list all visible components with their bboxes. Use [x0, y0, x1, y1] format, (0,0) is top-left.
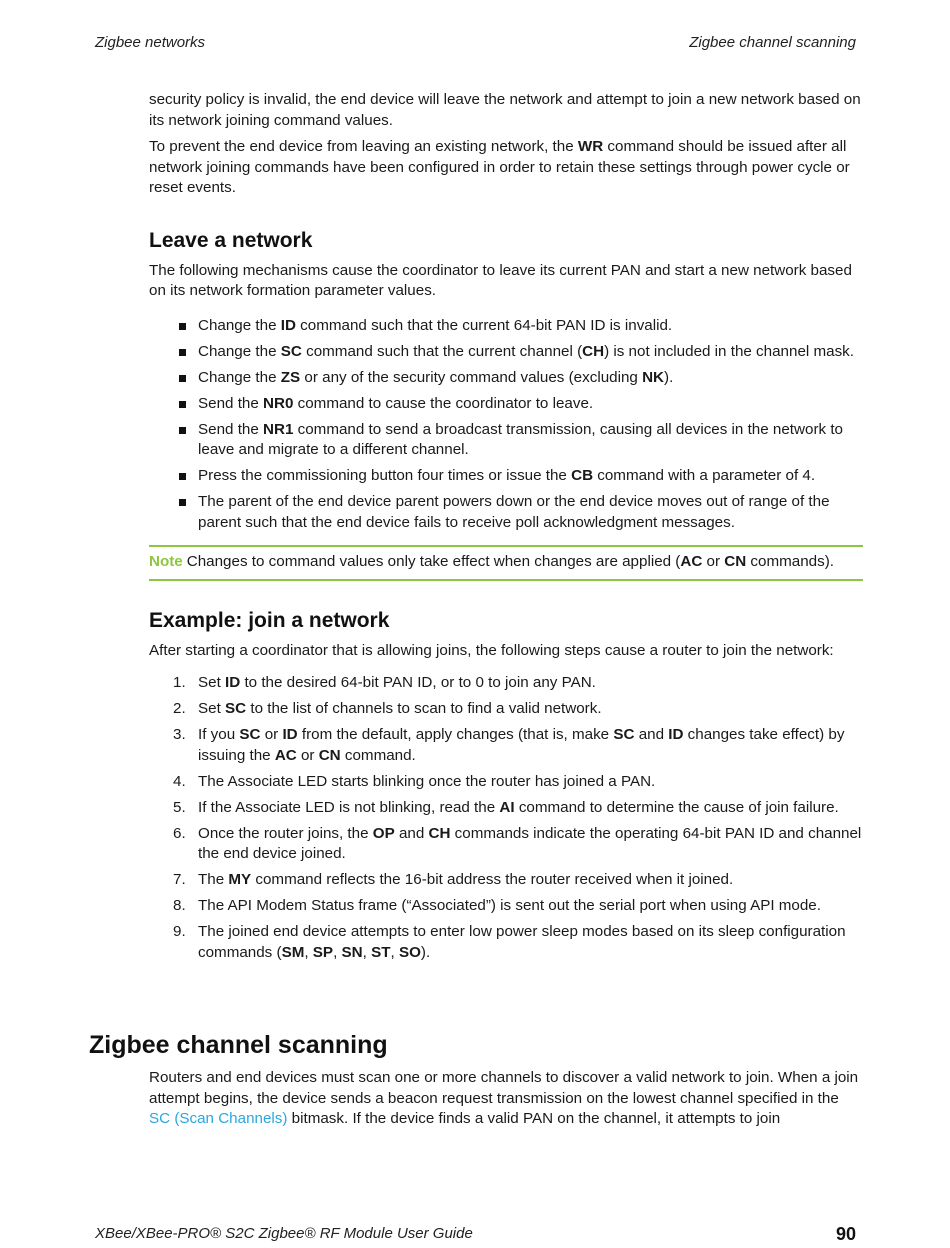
- command-name: NR1: [263, 420, 294, 438]
- command-name: SN: [341, 943, 363, 961]
- command-name: CB: [571, 467, 594, 484]
- example-intro: After starting a coordinator that is allowing joins, the following steps cause a router to join the network:: [149, 641, 834, 659]
- text-run: and: [394, 824, 429, 842]
- bullet-square-icon: [179, 323, 186, 330]
- step-item: [149, 772, 863, 793]
- command-name: SC: [239, 726, 261, 743]
- text-run: If you: [198, 726, 240, 743]
- bullet-item: [149, 466, 863, 487]
- leave-network-intro: The following mechanisms cause the coordinator to leave its current PAN and start a new network based on its network formation parameter values.: [149, 261, 852, 299]
- bullet-item: [149, 420, 863, 461]
- text-run: commands indicate the operating 64-bit PAN ID and channel the end device joined.: [198, 824, 862, 862]
- text-run: The Associate LED starts blinking once the router has joined a PAN.: [198, 772, 656, 790]
- text-run: The joined end device attempts to enter low power sleep modes based on its sleep configuration commands (: [198, 923, 846, 961]
- text-run: or: [296, 746, 319, 764]
- header-section: Zigbee channel scanning: [689, 34, 856, 51]
- text-run: ,: [362, 943, 372, 961]
- text-run: If the Associate LED is not blinking, read the: [198, 798, 500, 816]
- command-name: MY: [228, 871, 252, 888]
- command-name: SC: [613, 726, 635, 743]
- text-run: or: [260, 726, 283, 743]
- text-run: ) is not included in the channel mask.: [604, 342, 854, 360]
- example-steps-list: [149, 673, 863, 963]
- text-run: command.: [340, 746, 416, 764]
- leave-mechanisms-list: [149, 316, 863, 534]
- text-run: from the default, apply changes (that is, make: [297, 726, 614, 743]
- command-name: CN: [724, 553, 747, 570]
- section-title: Zigbee channel scanning: [89, 1031, 388, 1059]
- command-name: SC: [225, 700, 247, 717]
- text-run: The API Modem Status frame (“Associated”) is sent out the serial port when using API mode.: [198, 897, 821, 914]
- command-name: NK: [642, 368, 665, 386]
- text-run: changes take effect) by issuing the: [198, 726, 845, 764]
- step-number: 9.: [173, 923, 186, 940]
- command-name: ID: [225, 674, 241, 691]
- bullet-square-icon: [179, 499, 186, 506]
- text-run: Change the: [198, 316, 281, 334]
- command-name: AI: [499, 798, 515, 816]
- step-item: [149, 699, 863, 720]
- text-run: Changes to command values only take effect when changes are applied (: [186, 553, 681, 570]
- step-number: 4.: [173, 772, 186, 790]
- text-run: commands).: [746, 553, 834, 570]
- step-number: 5.: [173, 798, 186, 816]
- bullet-item: [149, 316, 863, 337]
- text-run: Change the: [198, 342, 281, 360]
- bullet-square-icon: [179, 349, 186, 356]
- footer-guide-title: XBee/XBee-PRO® S2C Zigbee® RF Module User Guide: [95, 1225, 473, 1242]
- text-run: ).: [664, 368, 674, 386]
- text-run: command reflects the 16-bit address the router received when it joined.: [251, 871, 734, 888]
- step-item: [149, 798, 863, 819]
- text-run: To prevent the end device from leaving an existing network, the: [149, 138, 578, 155]
- text-run: ,: [390, 943, 399, 961]
- note-label: Note: [149, 553, 183, 570]
- bullet-item: [149, 368, 863, 389]
- text-run: The parent of the end device parent powers down or the end device moves out of range of the parent such that the end device fails to receive poll acknowledgment messages.: [198, 493, 830, 531]
- text-run: or: [702, 553, 725, 570]
- command-name: ID: [280, 316, 296, 334]
- text-run: to the desired 64-bit PAN ID, or to 0 to join any PAN.: [240, 674, 596, 691]
- command-name: ST: [371, 943, 391, 961]
- bullet-item: [149, 342, 863, 363]
- intro-paragraph-1: security policy is invalid, the end device will leave the network and attempt to join a new network based on its network joining command values.: [149, 91, 861, 129]
- command-name: ZS: [280, 368, 301, 386]
- text-run: command to determine the cause of join failure.: [514, 798, 839, 816]
- bullet-square-icon: [179, 375, 186, 382]
- step-number: 8.: [173, 897, 186, 914]
- note-box: [149, 545, 863, 581]
- bullet-item: [149, 394, 863, 415]
- text-run: Send the: [198, 394, 264, 412]
- step-item: [149, 922, 863, 963]
- running-header: [95, 34, 856, 54]
- leave-network-heading: Leave a network: [149, 228, 313, 252]
- step-number: 3.: [173, 726, 186, 743]
- command-name: CH: [428, 824, 451, 842]
- command-name: SM: [281, 943, 305, 961]
- command-name: CN: [318, 746, 341, 764]
- text-run: and: [634, 726, 669, 743]
- command-name: CH: [582, 342, 605, 360]
- text-run: ).: [420, 943, 431, 961]
- scanning-paragraph: [149, 1068, 863, 1130]
- text-run: command such that the current 64-bit PAN ID is invalid.: [295, 316, 673, 334]
- command-name: SC: [280, 342, 302, 360]
- bullet-square-icon: [179, 473, 186, 480]
- step-number: 6.: [173, 824, 186, 842]
- step-item: [149, 870, 863, 891]
- scan-channels-link[interactable]: SC (Scan Channels): [149, 1110, 288, 1127]
- text-run: Press the commissioning button four times or issue the: [198, 467, 572, 484]
- step-number: 1.: [173, 674, 186, 691]
- intro-paragraph-2: [149, 137, 863, 199]
- command-name: ID: [668, 726, 684, 743]
- bullet-square-icon: [179, 427, 186, 434]
- bullet-item: [149, 492, 863, 533]
- step-item: [149, 725, 863, 766]
- text-run: command to cause the coordinator to leave.: [293, 394, 594, 412]
- text-run: The: [198, 871, 229, 888]
- command-name: AC: [680, 553, 703, 570]
- command-name: WR: [577, 138, 604, 155]
- text-run: Send the: [198, 420, 264, 438]
- step-number: 7.: [173, 871, 186, 888]
- example-heading: Example: join a network: [149, 608, 390, 632]
- step-item: [149, 896, 863, 917]
- text-run: command such that the current channel (: [301, 342, 583, 360]
- main-content: [149, 90, 863, 969]
- text-run: Change the: [198, 368, 281, 386]
- text-run: Set: [198, 700, 226, 717]
- text-run: command to send a broadcast transmission, causing all devices in the network to leave and migrate to a different channel.: [198, 420, 843, 458]
- note-text: [187, 553, 834, 570]
- text-run: or any of the security command values (excluding: [300, 368, 643, 386]
- command-name: NR0: [263, 394, 294, 412]
- page-footer: [95, 1225, 856, 1247]
- text-run: Once the router joins, the: [198, 824, 373, 842]
- text-run: Routers and end devices must scan one or more channels to discover a valid network to join. When a join attempt begins, the device sends a beacon request transmission on the lowest channel specified in the: [149, 1069, 859, 1107]
- text-run: to the list of channels to scan to find a valid network.: [246, 700, 602, 717]
- bullet-square-icon: [179, 401, 186, 408]
- text-run: command with a parameter of 4.: [593, 467, 816, 484]
- command-name: AC: [274, 746, 297, 764]
- command-name: SP: [312, 943, 334, 961]
- command-name: ID: [282, 726, 298, 743]
- step-item: [149, 824, 863, 865]
- step-number: 2.: [173, 700, 186, 717]
- page-number: 90: [835, 1224, 856, 1244]
- scanning-section: [149, 1068, 863, 1130]
- command-name: SO: [398, 943, 421, 961]
- text-run: ,: [333, 943, 342, 961]
- text-run: command should be issued after all network joining commands have been configured in order to retain these settings through power cycle or reset events.: [149, 138, 850, 196]
- text-run: bitmask. If the device finds a valid PAN on the channel, it attempts to join: [287, 1110, 781, 1127]
- command-name: OP: [372, 824, 395, 842]
- text-run: Set: [198, 674, 226, 691]
- step-item: [149, 673, 863, 694]
- header-chapter: Zigbee networks: [95, 34, 206, 51]
- text-run: ,: [304, 943, 313, 961]
